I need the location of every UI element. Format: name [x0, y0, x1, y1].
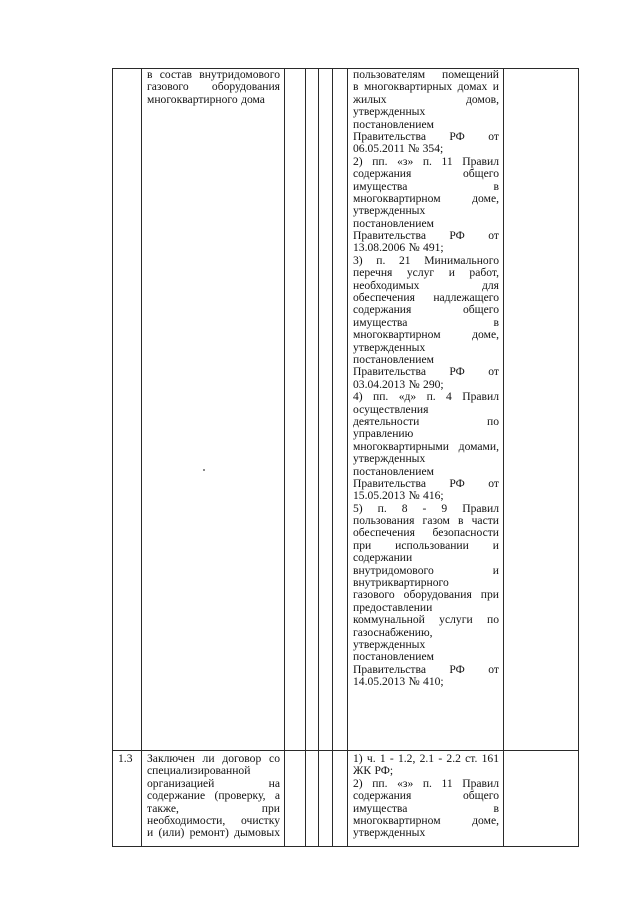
requirement-line: внутриквартирного: [353, 577, 449, 590]
question-line: также, при: [147, 802, 280, 815]
requirement-line: постановлением: [353, 217, 434, 230]
column-divider-question: [284, 68, 285, 847]
requirement-line: 14.05.2013 № 410;: [353, 676, 444, 689]
question-line: специализированной: [147, 765, 251, 778]
requirement-line: 13.08.2006 № 491;: [353, 242, 444, 255]
question-line: необходимости, очистку: [147, 814, 280, 827]
requirement-line: при использовании и: [353, 539, 499, 552]
column-divider-no: [318, 68, 319, 847]
requirement-line: внутридомового и: [353, 564, 499, 577]
question-line: содержание (проверку, а: [147, 790, 280, 803]
requirement-line: постановлением: [353, 465, 434, 478]
requirement-line: 06.05.2011 № 354;: [353, 143, 444, 156]
requirement-line: Правительства РФ от: [353, 230, 499, 243]
requirement-line: обеспечения надлежащего: [353, 292, 499, 305]
requirements-cell: [353, 753, 499, 840]
requirement-line: ЖК РФ;: [353, 765, 394, 778]
table-border-bottom: [112, 846, 579, 847]
requirement-line: постановлением: [353, 651, 434, 664]
requirement-line: газового оборудования при: [353, 589, 499, 602]
requirement-line: деятельности по: [353, 415, 499, 428]
requirement-line: 5) п. 8 - 9 Правил: [353, 502, 499, 515]
requirement-line: 2) пп. «з» п. 11 Правил: [353, 777, 499, 790]
requirement-line: многоквартирном доме,: [353, 192, 499, 205]
requirement-line: Правительства РФ от: [353, 366, 499, 379]
requirement-line: утвержденных: [353, 827, 426, 840]
row-divider: [112, 750, 579, 751]
requirement-line: 15.05.2013 № 416;: [353, 490, 444, 503]
requirement-line: перечня услуг и работ,: [353, 267, 499, 280]
requirement-line: многоквартирными домами,: [353, 440, 499, 453]
requirement-line: многоквартирном доме,: [353, 329, 499, 342]
requirement-line: постановлением: [353, 353, 434, 366]
column-divider-na: [332, 68, 333, 847]
requirement-line: постановлением: [353, 118, 434, 131]
question-line: организацией на: [147, 777, 280, 790]
requirement-line: 1) ч. 1 - 1.2, 2.1 - 2.2 ст. 161: [353, 753, 499, 765]
column-divider-requirements: [347, 68, 348, 847]
requirement-line: 2) пп. «з» п. 11 Правил: [353, 155, 499, 168]
requirement-line: необходимых для: [353, 279, 499, 292]
requirement-line: утвержденных: [353, 638, 426, 651]
requirement-line: имущества в: [353, 180, 499, 193]
question-line: газового оборудования: [147, 81, 280, 94]
requirement-line: коммунальной услуги по: [353, 614, 499, 627]
requirement-line: содержания общего: [353, 790, 499, 803]
column-divider-number: [141, 68, 142, 847]
requirement-line: содержания общего: [353, 304, 499, 317]
requirement-line: утвержденных: [353, 341, 426, 354]
scan-speck: [203, 469, 205, 471]
requirement-line: осуществления: [353, 403, 429, 416]
requirement-line: пользователям помещений: [353, 69, 499, 81]
requirement-line: пользования газом в части: [353, 515, 499, 528]
requirement-line: Правительства РФ от: [353, 477, 499, 490]
requirement-line: 03.04.2013 № 290;: [353, 378, 444, 391]
question-line: и (или) ремонт) дымовых: [147, 827, 280, 840]
question-line: Заключен ли договор со: [147, 753, 280, 765]
requirement-line: 4) пп. «д» п. 4 Правил: [353, 391, 499, 404]
requirement-line: имущества в: [353, 316, 499, 329]
requirement-line: обеспечения безопасности: [353, 527, 499, 540]
requirement-line: в многоквартирных домах и: [353, 81, 499, 94]
requirement-line: предоставлении: [353, 601, 433, 614]
question-line: многоквартирного дома: [147, 93, 265, 106]
requirement-line: многоквартирном доме,: [353, 814, 499, 827]
requirement-line: 3) п. 21 Минимального: [353, 254, 499, 267]
table-border-right: [578, 68, 579, 847]
requirement-line: управлению: [353, 428, 414, 441]
requirement-line: утвержденных: [353, 453, 426, 466]
requirement-line: Правительства РФ от: [353, 663, 499, 676]
requirement-line: утвержденных: [353, 205, 426, 218]
requirements-cell: [353, 69, 499, 689]
row-number: 1.3: [118, 752, 133, 765]
requirement-line: имущества в: [353, 802, 499, 815]
question-line: в состав внутридомового: [147, 69, 280, 81]
requirement-line: жилых домов,: [353, 93, 499, 106]
column-divider-yes: [305, 68, 306, 847]
requirement-line: газоснабжению,: [353, 626, 433, 639]
requirement-line: Правительства РФ от: [353, 130, 499, 143]
question-cell: [147, 69, 280, 106]
question-cell: [147, 753, 280, 840]
table-border-left: [112, 68, 113, 847]
requirement-line: содержания общего: [353, 168, 499, 181]
column-divider-notes: [503, 68, 504, 847]
requirement-line: содержании: [353, 552, 413, 565]
requirement-line: утвержденных: [353, 106, 426, 119]
